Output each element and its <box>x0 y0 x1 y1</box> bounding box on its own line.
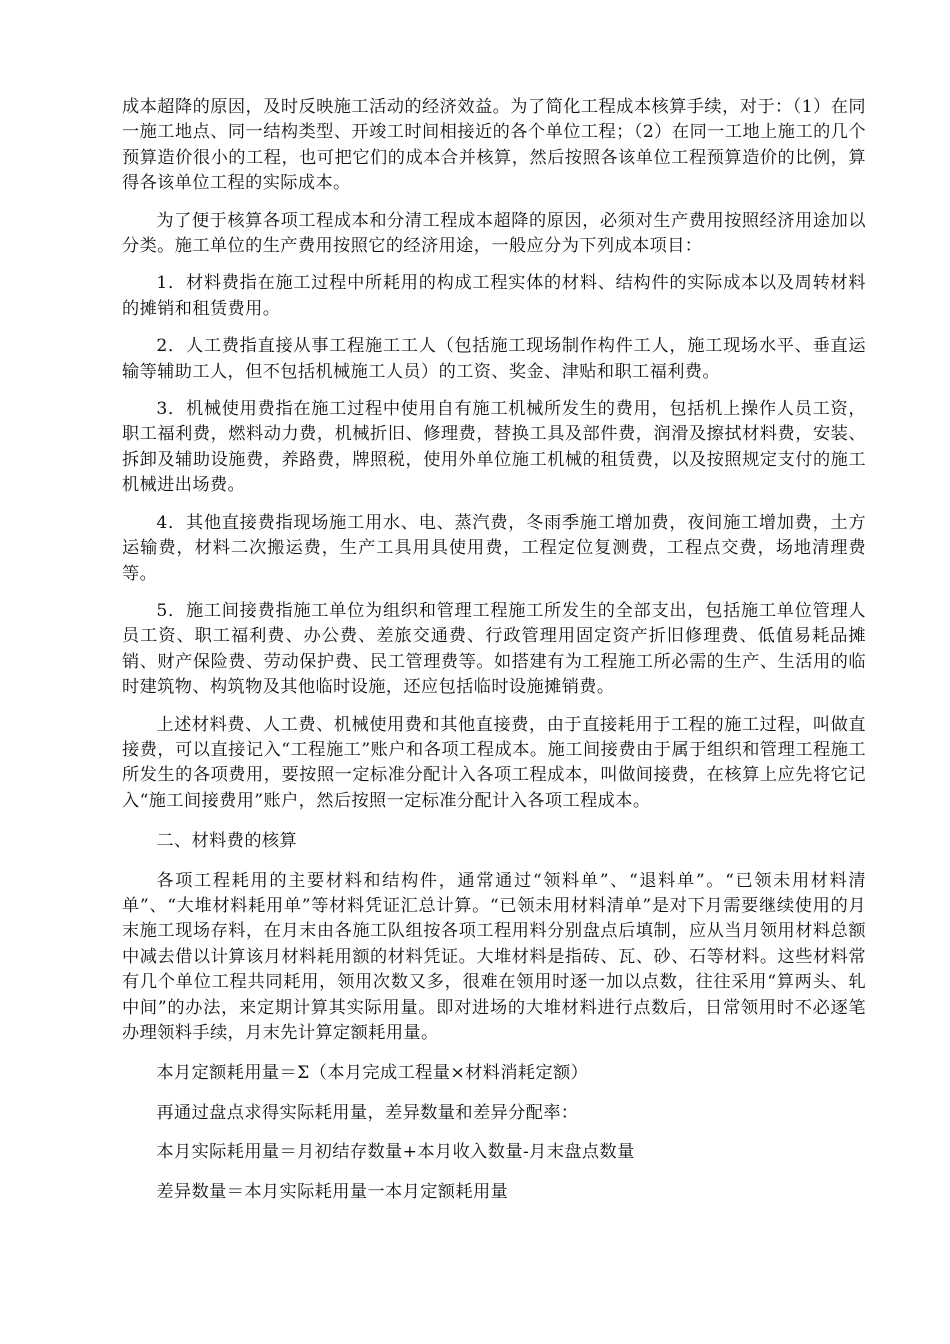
formula-actual-consumption: 本月实际耗用量＝月初结存数量+本月收入数量-月末盘点数量 <box>156 1142 635 1163</box>
paragraph-cost-classification: 为了便于核算各项工程成本和分清工程成本超降的原因，必须对生产费用按照经济用途加以分类。施工单位的生产费用按照它的经济用途，一般应分为下列成本项目： <box>122 210 866 257</box>
paragraph-machinery-cost: 3．机械使用费指在施工过程中使用自有施工机械所发生的费用，包括机上操作人员工资，职工福利费，燃料动力费，机械折旧、修理费，替换工具及部件费，润滑及擦拭材料费，安装、拆卸及辅助设施费，养路费，牌照税，使用外单位施工机械的租赁费，以及按照规定支付的施工机械进出场费。 <box>122 399 866 496</box>
paragraph-direct-indirect-summary: 上述材料费、人工费、机械使用费和其他直接费，由于直接耗用于工程的施工过程，叫做直接费，可以直接记入“工程施工”账户和各项工程成本。施工间接费由于属于组织和管理工程施工所发生的各项费用，要按照一定标准分配计入各项工程成本，叫做间接费，在核算上应先将它记入“施工间接费用”账户，然后按照一定标准分配计入各项工程成本。 <box>122 714 866 811</box>
document-page <box>122 95 866 1219</box>
paragraph-material-cost: 1．材料费指在施工过程中所耗用的构成工程实体的材料、结构件的实际成本以及周转材料的摊销和租赁费用。 <box>122 273 866 319</box>
formula-variance-quantity: 差异数量＝本月实际耗用量一本月定额耗用量 <box>156 1181 509 1202</box>
paragraph-labor-cost: 2．人工费指直接从事工程施工工人（包括施工现场制作构件工人，施工现场水平、垂直运输等辅助工人，但不包括机械施工人员）的工资、奖金、津贴和职工福利费。 <box>122 336 866 382</box>
paragraph-indirect-cost: 5．施工间接费指施工单位为组织和管理工程施工所发生的全部支出，包括施工单位管理人员工资、职工福利费、办公费、差旅交通费、行政管理用固定资产折旧修理费、低值易耗品摊销、财产保险费、劳动保护费、民工管理费等。如搭建有为工程施工所必需的生产、生活用的临时建筑物、构筑物及其他临时设施，还应包括临时设施摊销费。 <box>122 600 866 698</box>
paragraph-cost-accounting-intro: 成本超降的原因，及时反映施工活动的经济效益。为了简化工程成本核算手续，对于：（1）在同一施工地点、同一结构类型、开竣工时间相接近的各个单位工程；（2）在同一工地上施工的几个预算造价很小的工程，也可把它们的成本合并核算，然后按照各该单位工程预算造价的比例，算得各该单位工程的实际成本。 <box>122 97 866 194</box>
paragraph-other-direct-cost: 4．其他直接费指现场施工用水、电、蒸汽费，冬雨季施工增加费，夜间施工增加费，土方运输费，材料二次搬运费，生产工具用具使用费，工程定位复测费，工程点交费，场地清理费等。 <box>122 512 866 584</box>
paragraph-material-vouchers: 各项工程耗用的主要材料和结构件，通常通过“领料单”、“退料单”。“已领未用材料清单”、“大堆材料耗用单”等材料凭证汇总计算。“已领未用材料清单”是对下月需要继续使用的月末施工现场存料，在月末由各施工队组按各项工程用料分别盘点后填制，应从当月领用材料总额中减去借以计算该月材料耗用额的材料凭证。大堆材料是指砖、瓦、砂、石等材料。这些材料常有几个单位工程共同耗用，领用次数又多，很难在领用时逐一加以点数，往往采用“算两头、轧中间”的办法，来定期计算其实际用量。即对进场的大堆材料进行点数后，日常领用时不必逐笔办理领料手续，月末先计算定额耗用量。 <box>122 870 866 1043</box>
paragraph-stocktake-note: 再通过盘点求得实际耗用量，差异数量和差异分配率： <box>156 1102 579 1123</box>
section-heading-material-accounting: 二、材料费的核算 <box>156 831 298 852</box>
formula-quota-consumption: 本月定额耗用量＝Σ（本月完成工程量×材料消耗定额） <box>156 1063 589 1084</box>
